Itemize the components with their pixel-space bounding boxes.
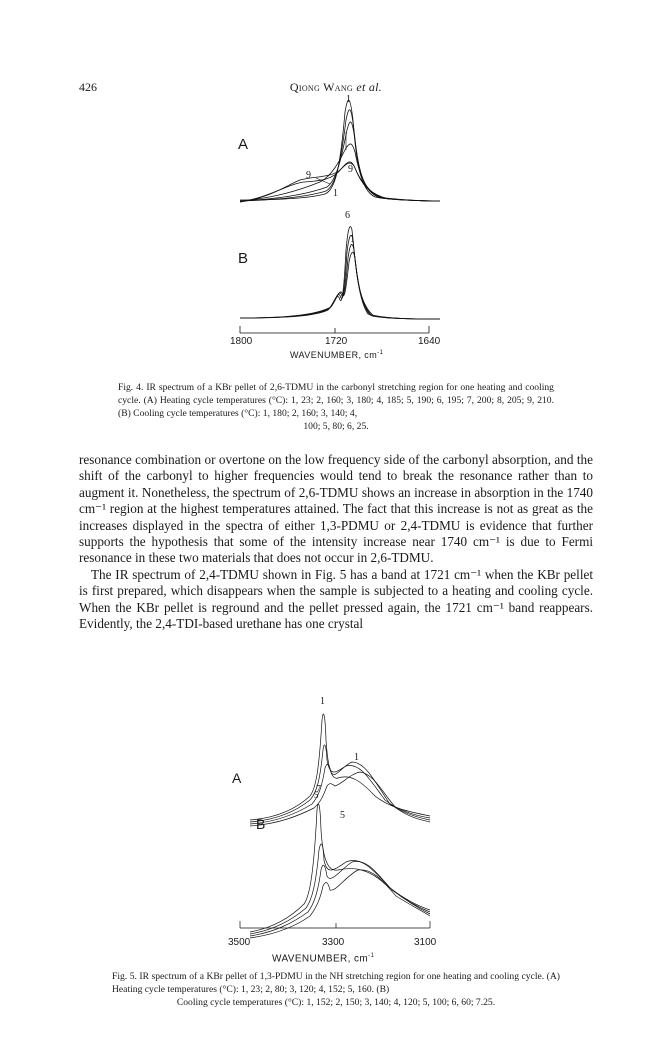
- figure-5-caption-label: Fig. 5.: [112, 971, 137, 982]
- fig5-curve-label-5-left: 5: [314, 790, 319, 800]
- page-number: 426: [79, 80, 97, 94]
- fig4-curve-label-1-top: 1: [346, 94, 351, 105]
- fig4-curve-label-9-b: 9: [348, 164, 353, 175]
- figure-5-caption-text: IR spectrum of a KBr pellet of 1,3-PDMU in the NH stretching region for one heating and cooling cycle. (A) Heating cycle temperatures (°C): 1, 23; 2, 80; 3, 120; 4, 152; 5, 160. (B): [112, 971, 560, 995]
- fig5-b-curve-3: [250, 861, 430, 936]
- fig4-a-curve-9: [240, 163, 440, 202]
- fig4-curve-label-9: 9: [306, 170, 311, 181]
- fig4-tick-1640: 1640: [418, 336, 441, 347]
- fig5-curve-label-5: 5: [340, 810, 345, 821]
- fig5-tick-3100: 3100: [414, 937, 437, 948]
- figure-5-caption-last: Cooling cycle temperatures (°C): 1, 152; 2, 150; 3, 140; 4, 120; 5, 100; 6, 60; 7.25.: [176, 997, 496, 1008]
- figure-4: [200, 90, 470, 365]
- fig4-b-curve-5: [240, 235, 440, 319]
- fig5-curve-label-7: 7: [316, 784, 321, 795]
- fig4-b-curve-6: [240, 227, 440, 319]
- figure-4-caption-label: Fig. 4.: [118, 382, 144, 393]
- fig5-axis-label: WAVENUMBER, $cm^{-1}$: [272, 953, 375, 965]
- figure-4-caption-text: IR spectrum of a KBr pellet of 2,6-TDMU in the carbonyl stretching region for one heating and cooling cycle. (A) Heating cycle temperatures (°C): 1, 23; 2, 160; 3, 180; 4, 185; 5, 190; 6, 195; 7, 200; 8, 205; 9, 210. (B) Cooling cycle temperatures (°C): 1, 180; 2, 160; 3, 140; 4,: [118, 382, 554, 419]
- fig5-tick-3300: 3300: [322, 937, 345, 948]
- fig4-panel-b-label: B: [238, 250, 249, 267]
- fig5-b-curve-5: [250, 844, 430, 934]
- fig4-curve-label-6: 6: [345, 210, 350, 221]
- fig4-a-curve-1: [240, 100, 440, 201]
- paragraph-2: The IR spectrum of 2,4-TDMU shown in Fig. 5 has a band at 1721 cm⁻¹ when the KBr pellet is first prepared, which disappears when the sample is subjected to a heating and cooling cycle. When the KBr pellet is reground and the pellet pressed again, the 1721 cm⁻¹ band reappears. Evidently, the 2,4-TDI-based urethane has one crystal: [79, 566, 593, 632]
- fig4-b-curve-3: [240, 244, 440, 319]
- fig5-curve-label-1-right: 1: [354, 752, 359, 763]
- fig5-b-curve-7: [250, 804, 430, 932]
- fig5-a-curve-1: [250, 714, 430, 820]
- fig5-tick-3500: 3500: [228, 937, 251, 948]
- fig4-b-curve-1: [240, 252, 440, 319]
- figure-4-caption: [118, 381, 554, 433]
- running-head-etal: et al.: [356, 80, 383, 94]
- figure-5-caption: [112, 970, 560, 1009]
- fig4-axis-label: WAVENUMBER, $cm^{-1}$: [290, 350, 384, 360]
- fig5-panel-b-label: B: [256, 816, 266, 832]
- fig4-a-curve-3: [240, 122, 440, 201]
- figure-4-spectra: [200, 90, 470, 365]
- fig4-curve-label-1-b: 1: [350, 234, 355, 245]
- running-head-author: Qiong Wang: [289, 80, 353, 94]
- fig4-curve-label-1-low: 1: [333, 188, 338, 199]
- body-text: [79, 452, 593, 632]
- fig5-panel-a-label: A: [232, 770, 242, 786]
- figure-5: [220, 696, 460, 950]
- fig4-tick-1800: 1800: [230, 336, 253, 347]
- fig5-curve-label-1-top: 1: [320, 696, 325, 707]
- fig4-panel-a-label: A: [238, 136, 249, 153]
- fig4-tick-1720: 1720: [325, 336, 348, 347]
- paragraph-1: resonance combination or overtone on the low frequency side of the carbonyl absorption, and the shift of the carbonyl to higher frequencies would tend to break the resonance rather than to augment it. Nonetheless, the spectrum of 2,6-TDMU shows an increase in absorption in the 1740 cm⁻¹ region at the highest temperatures attained. The fact that this increase is not as great as the increases displayed in the spectra of either 1,3-PDMU or 2,4-TDMU is evidence that further supports the hypothesis that some of the intensity increase near 1740 cm⁻¹ is due to Fermi resonance in these two materials that does not occur in 2,6-TDMU.: [79, 452, 593, 566]
- figure-4-caption-last: 100; 5, 80; 6, 25.: [303, 421, 369, 432]
- fig4-a-curve-4: [240, 144, 440, 201]
- fig4-a-curve-8: [240, 162, 440, 202]
